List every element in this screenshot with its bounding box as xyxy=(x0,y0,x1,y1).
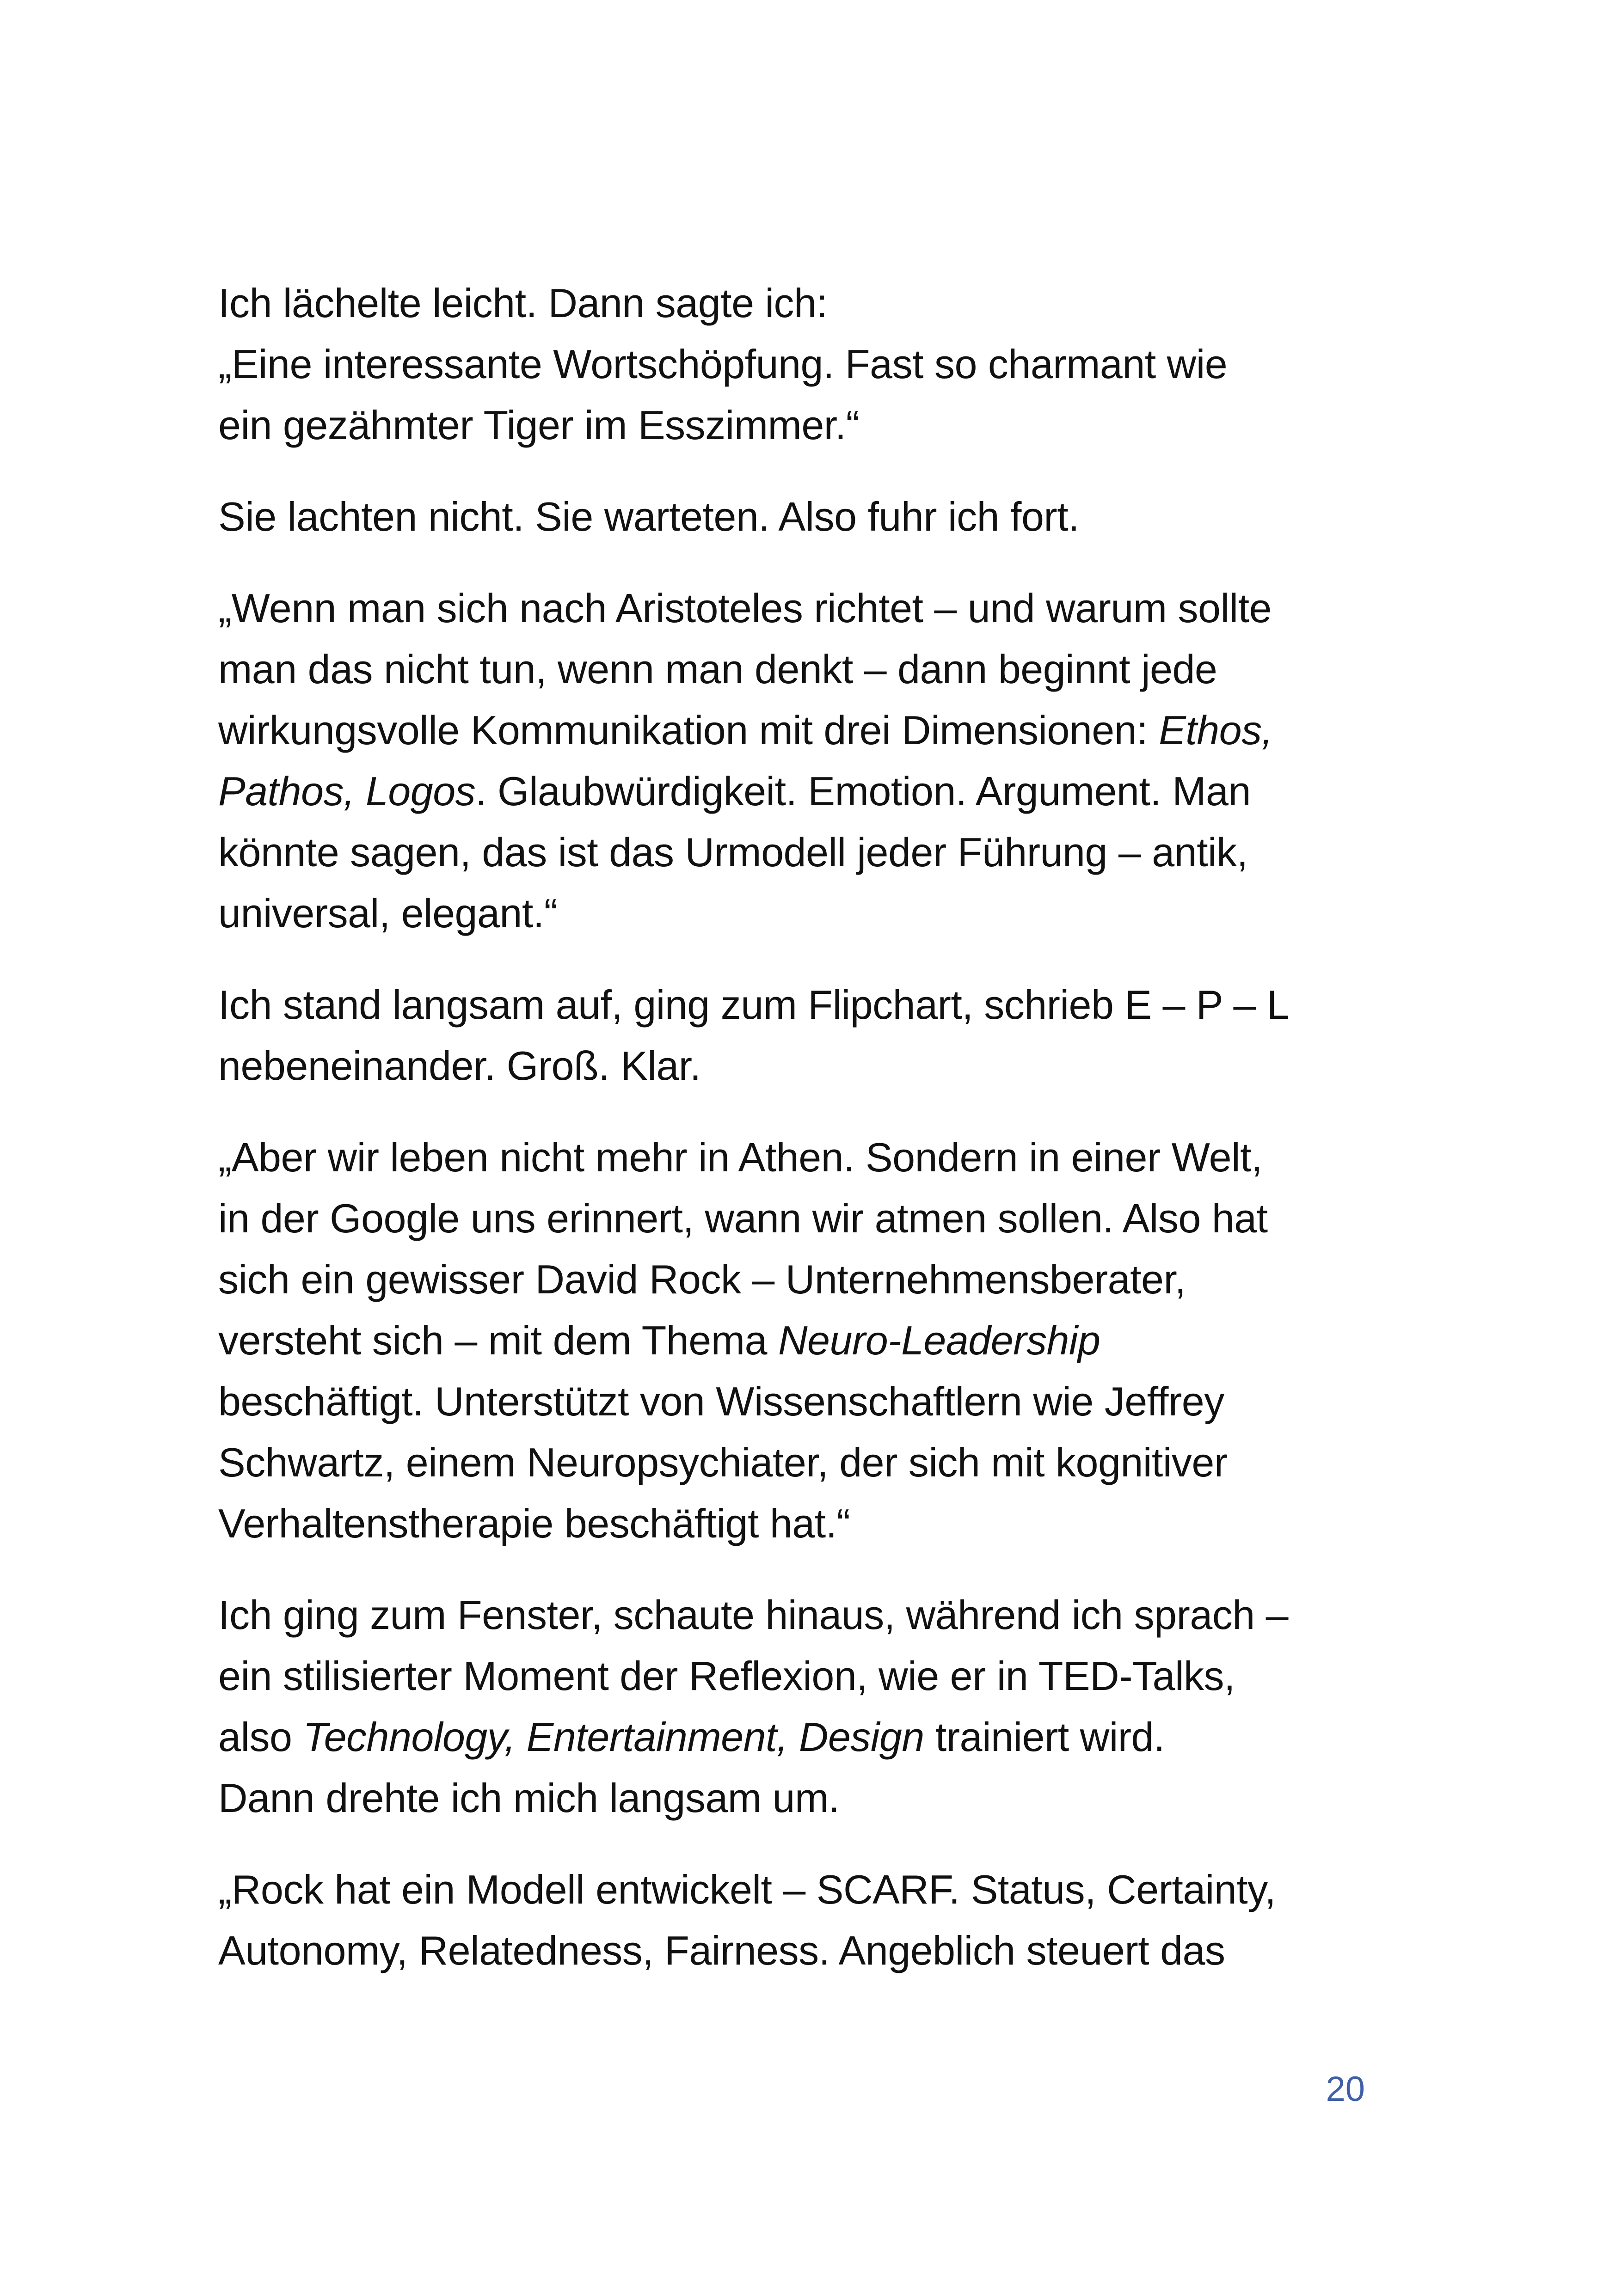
text-run: also xyxy=(218,1714,303,1760)
text-run: in der Google uns erinnert, wann wir atmen sollen. Also hat xyxy=(218,1195,1268,1241)
paragraph xyxy=(218,1585,1365,1829)
text-line xyxy=(218,486,1365,547)
text-run: nebeneinander. Groß. Klar. xyxy=(218,1043,701,1089)
italic-text: Neuro-Leadership xyxy=(778,1317,1100,1363)
text-run: Ich lächelte leicht. Dann sagte ich: xyxy=(218,280,828,326)
text-line xyxy=(218,1035,1365,1096)
text-run: man das nicht tun, wenn man denkt – dann beginnt jede xyxy=(218,646,1217,692)
text-line xyxy=(218,822,1365,883)
text-line xyxy=(218,700,1365,761)
text-run: sich ein gewisser David Rock – Unternehmensberater, xyxy=(218,1256,1186,1302)
text-run: universal, elegant.“ xyxy=(218,890,558,936)
body-text xyxy=(218,273,1365,2012)
text-line xyxy=(218,761,1365,822)
text-line xyxy=(218,639,1365,700)
text-run: Autonomy, Relatedness, Fairness. Angeblich steuert das xyxy=(218,1928,1225,1973)
text-line xyxy=(218,1127,1365,1188)
text-run: könnte sagen, das ist das Urmodell jeder Führung – antik, xyxy=(218,829,1248,875)
italic-text: Technology, Entertainment, Design xyxy=(303,1714,924,1760)
text-run: beschäftigt. Unterstützt von Wissenschaftlern wie Jeffrey xyxy=(218,1378,1224,1424)
text-run: Dann drehte ich mich langsam um. xyxy=(218,1775,840,1821)
text-line xyxy=(218,974,1365,1035)
text-line xyxy=(218,273,1365,334)
paragraph xyxy=(218,1859,1365,1981)
text-line xyxy=(218,1310,1365,1371)
text-line xyxy=(218,1920,1365,1981)
paragraph xyxy=(218,273,1365,456)
italic-text: Ethos, xyxy=(1159,707,1273,753)
text-line xyxy=(218,1493,1365,1554)
text-run: Sie lachten nicht. Sie warteten. Also fuhr ich fort. xyxy=(218,494,1080,539)
text-run: ein stilisierter Moment der Reflexion, wie er in TED-Talks, xyxy=(218,1653,1235,1699)
text-line xyxy=(218,1188,1365,1249)
text-run: „Rock hat ein Modell entwickelt – SCARF. Status, Certainty, xyxy=(218,1867,1276,1912)
text-run: . Glaubwürdigkeit. Emotion. Argument. Man xyxy=(475,768,1251,814)
italic-text: Pathos, Logos xyxy=(218,768,476,814)
text-line xyxy=(218,883,1365,944)
text-run: versteht sich – mit dem Thema xyxy=(218,1317,778,1363)
text-run: Ich stand langsam auf, ging zum Flipchart, schrieb E – P – L xyxy=(218,982,1290,1028)
text-line xyxy=(218,578,1365,639)
text-line xyxy=(218,1859,1365,1920)
text-run: Schwartz, einem Neuropsychiater, der sich mit kognitiver xyxy=(218,1439,1228,1485)
page-number: 20 xyxy=(1326,2069,1365,2109)
text-run: „Wenn man sich nach Aristoteles richtet – und warum sollte xyxy=(218,585,1272,631)
paragraph xyxy=(218,1127,1365,1554)
text-run: wirkungsvolle Kommunikation mit drei Dimensionen: xyxy=(218,707,1159,753)
text-line xyxy=(218,1249,1365,1310)
text-run: trainiert wird. xyxy=(924,1714,1165,1760)
text-line xyxy=(218,1585,1365,1646)
text-run: „Aber wir leben nicht mehr in Athen. Sondern in einer Welt, xyxy=(218,1134,1263,1180)
paragraph xyxy=(218,578,1365,944)
text-run: „Eine interessante Wortschöpfung. Fast so charmant wie xyxy=(218,341,1228,387)
text-run: Ich ging zum Fenster, schaute hinaus, während ich sprach – xyxy=(218,1592,1289,1638)
text-line xyxy=(218,1371,1365,1432)
text-line xyxy=(218,1432,1365,1493)
text-line xyxy=(218,1768,1365,1829)
text-line xyxy=(218,1707,1365,1768)
text-run: ein gezähmter Tiger im Esszimmer.“ xyxy=(218,402,860,448)
text-line xyxy=(218,1646,1365,1707)
text-line xyxy=(218,334,1365,395)
paragraph xyxy=(218,486,1365,547)
text-line xyxy=(218,395,1365,456)
text-run: Verhaltenstherapie beschäftigt hat.“ xyxy=(218,1500,850,1546)
paragraph xyxy=(218,974,1365,1096)
